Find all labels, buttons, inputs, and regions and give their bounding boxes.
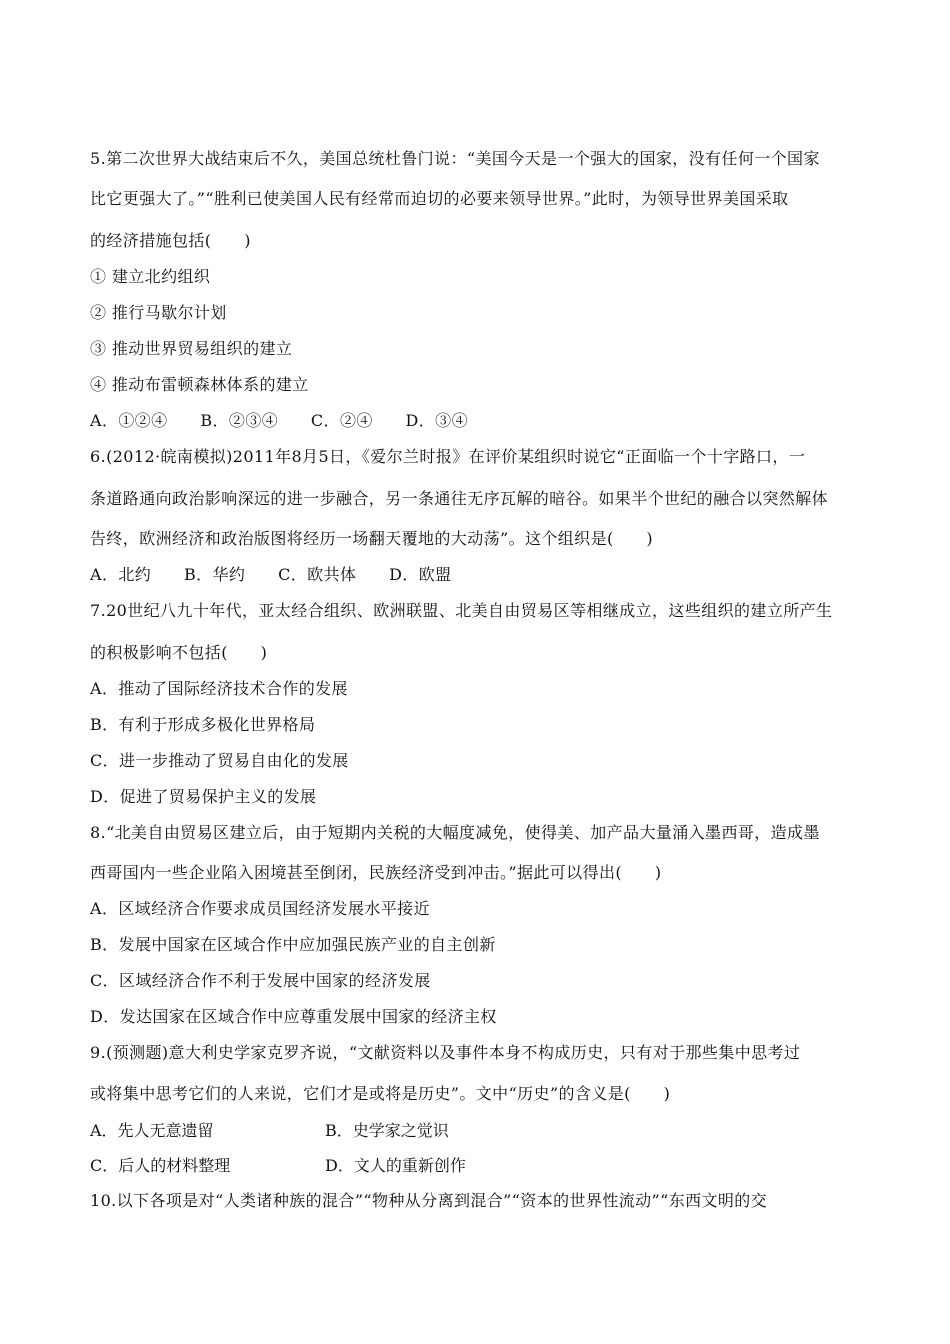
q7-option-d: D．促进了贸易保护主义的发展 — [90, 787, 317, 806]
q7-stem-line-2: 的积极影响不包括( ) — [90, 643, 268, 662]
q7-option-a: A．推动了国际经济技术合作的发展 — [90, 679, 348, 698]
q5-item-1: ① 建立北约组织 — [90, 267, 211, 286]
q7-option-c: C．进一步推动了贸易自由化的发展 — [90, 751, 349, 770]
q9-stem-line-2: 或将集中思考它们的人来说，它们才是或将是历史”。文中“历史”的含义是( ) — [90, 1084, 671, 1103]
q5-item-4: ④ 推动布雷顿森林体系的建立 — [90, 375, 309, 394]
q5-options: A．①②④ B．②③④ C．②④ D．③④ — [90, 411, 468, 430]
q5-stem-line-2: 比它更强大了。”“胜利已使美国人民有经常而迫切的必要来领导世界。”此时，为领导世界美国采取 — [90, 189, 789, 208]
q9-options-row-1 — [0, 1120, 950, 1142]
q8-stem-line-1: 8.“北美自由贸易区建立后，由于短期内关税的大幅度减免，使得美、加产品大量涌入墨西哥，造成墨 — [90, 823, 820, 842]
q8-stem-line-2: 西哥国内一些企业陷入困境甚至倒闭，民族经济受到冲击。”据此可以得出( ) — [90, 863, 662, 882]
q9-options-row-2 — [0, 1155, 950, 1177]
q6-stem-line-3: 告终，欧洲经济和政治版图将经历一场翻天覆地的大动荡”。这个组织是( ) — [90, 529, 654, 548]
q8-option-a: A．区域经济合作要求成员国经济发展水平接近 — [90, 899, 430, 918]
q9-option-c: C．后人的材料整理 — [90, 1156, 231, 1175]
q6-stem-line-1: 6.(2012·皖南模拟)2011年8月5日，《爱尔兰时报》在评价某组织时说它“正面临一个十字路口，一 — [90, 447, 806, 466]
q5-item-2: ② 推行马歇尔计划 — [90, 303, 227, 322]
q8-option-d: D．发达国家在区域合作中应尊重发展中国家的经济主权 — [90, 1007, 497, 1026]
q6-options: A．北约 B．华约 C．欧共体 D．欧盟 — [90, 565, 452, 584]
q8-option-b: B．发展中国家在区域合作中应加强民族产业的自主创新 — [90, 935, 496, 954]
q6-stem-line-2: 条道路通向政治影响深远的进一步融合，另一条通往无序瓦解的暗谷。如果半个世纪的融合以突然解体 — [90, 489, 829, 508]
q9-option-b: B．史学家之觉识 — [325, 1121, 449, 1140]
q9-option-a: A．先人无意遗留 — [90, 1121, 214, 1140]
q5-stem-line-1: 5.第二次世界大战结束后不久，美国总统杜鲁门说：“美国今天是一个强大的国家，没有任何一个国家 — [90, 149, 820, 168]
q10-stem-line-1: 10.以下各项是对“人类诸种族的混合”“物种从分离到混合”“资本的世界性流动”“东西文明的交 — [90, 1191, 768, 1210]
q5-item-3: ③ 推动世界贸易组织的建立 — [90, 339, 293, 358]
q7-option-b: B．有利于形成多极化世界格局 — [90, 715, 316, 734]
q7-stem-line-1: 7.20世纪八九十年代，亚太经合组织、欧洲联盟、北美自由贸易区等相继成立，这些组织的建立所产生 — [90, 601, 833, 620]
q9-stem-line-1: 9.(预测题)意大利史学家克罗齐说，“文献资料以及事件本身不构成历史，只有对于那些集中思考过 — [90, 1043, 801, 1062]
q5-stem-line-3: 的经济措施包括( ) — [90, 231, 251, 250]
q8-option-c: C．区域经济合作不利于发展中国家的经济发展 — [90, 971, 431, 990]
q9-option-d: D．文人的重新创作 — [325, 1156, 466, 1175]
